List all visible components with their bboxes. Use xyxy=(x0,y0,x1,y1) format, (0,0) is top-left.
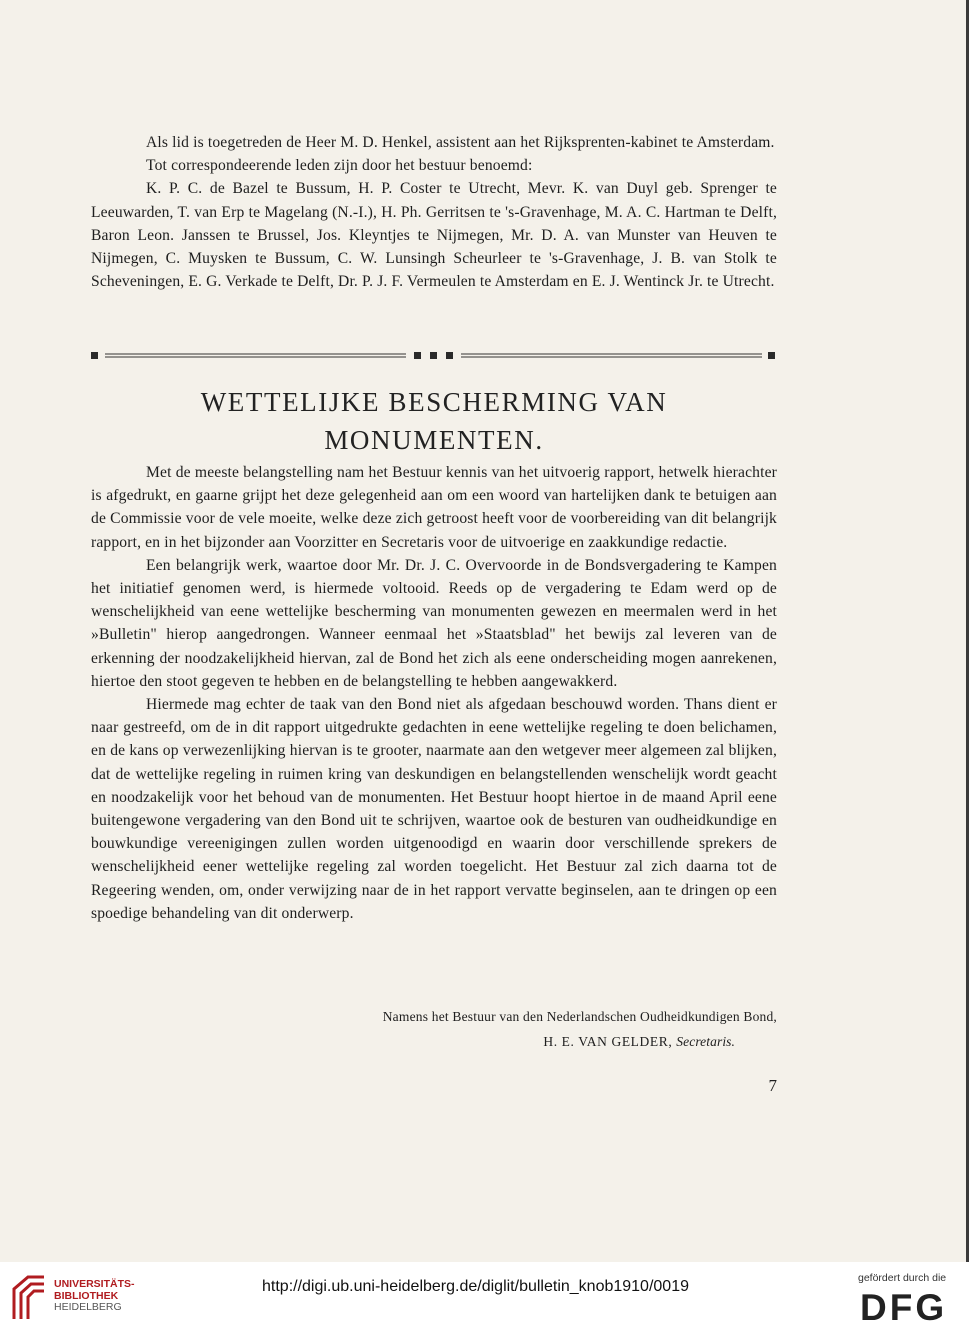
paragraph-report: Met de meeste belangstelling nam het Bestuur kennis van het uitvoerig rapport, hetwelk hierachter is afgedrukt, en gaarne grijpt het deze gelegenheid aan om een woord van hartelijken dank te betuigen aan de Commissie voor de vele moeite, welke deze zich getroost heeft voor de voorbereiding van dit belangrijk rapport, en in het bijzonder aan Voorzitter en Secretaris voor de uitvoerige en zaakkundige redactie. xyxy=(91,464,777,551)
university-library-logo-icon xyxy=(10,1275,48,1321)
paragraph-initiative: Een belangrijk werk, waartoe door Mr. Dr. J. C. Overvoorde in de Bondsvergadering te Kampen het initiatief genomen werd, is hiermede voltooid. Reeds op de vergadering te Edam werd op de wenschelijkheid van eene wettelijke bescherming van monumenten gewezen en meermalen werd in het »Bulletin" hierop aangedrongen. Wanneer eenmaal het »Staatsblad" het bewijs zal leveren van de erkenning der noodzakelijkheid hiervan, zal de Bond het zich als eene onderscheiding mogen aanrekenen, hiertoe den stoot gegeven te hebben en de belangstelling te hebben aangewakkerd. xyxy=(91,556,777,690)
intro-text xyxy=(91,131,777,293)
paragraph-correspondents-intro: Tot correspondeerende leden zijn door het bestuur benoemd: xyxy=(146,157,533,175)
source-url-link[interactable]: http://digi.ub.uni-heidelberg.de/diglit/bulletin_knob1910/0019 xyxy=(262,1278,689,1295)
body-text xyxy=(91,461,777,925)
section-heading xyxy=(91,383,777,459)
funded-by-label: gefördert durch die xyxy=(858,1272,947,1284)
heading-line-2: MONUMENTEN. xyxy=(324,425,544,455)
signature-name-line xyxy=(440,1034,735,1050)
signature-name: H. E. VAN GELDER, xyxy=(543,1034,673,1049)
university-library-name xyxy=(54,1279,135,1314)
paragraph-correspondents-list: K. P. C. de Bazel te Bussum, H. P. Coster te Utrecht, Mevr. K. van Duyl geb. Sprenger te Leeuwarden, T. van Erp te Magelang (N.-I.), H. Ph. Gerritsen te 's-Gravenhage, M. A. C. Hartman te Delft, Baron Leon. Janssen te Brussel, Jos. Kleyntjes te Nijmegen, Mr. D. A. van Munster van Heuven te Nijmegen, C. Muysken te Bussum, C. W. Lunsingh Scheurleer te 's-Gravenhage, J. B. van Stolk te Scheveningen, E. G. Verkade te Delft, Dr. P. J. F. Vermeulen te Amsterdam en E. J. Wentinck Jr. te Utrecht. xyxy=(91,180,777,291)
library-line-1: UNIVERSITÄTS- xyxy=(54,1278,135,1290)
signature-on-behalf: Namens het Bestuur van den Nederlandschen Oudheidkundigen Bond, xyxy=(382,1009,777,1024)
signature-role: Secretaris. xyxy=(676,1034,735,1049)
heading-line-1: WETTELIJKE BESCHERMING VAN xyxy=(200,387,668,417)
footer-bar xyxy=(0,1262,970,1332)
paragraph-new-member: Als lid is toegetreden de Heer M. D. Henkel, assistent aan het Rijksprenten-kabinet te Amsterdam. xyxy=(146,134,775,151)
library-line-3: HEIDELBERG xyxy=(54,1301,122,1313)
library-line-2: BIBLIOTHEK xyxy=(54,1289,119,1302)
paragraph-next-steps: Hiermede mag echter de taak van den Bond niet als afgedaan beschouwd worden. Thans dient er naar gestreefd, om de in dit rapport uitgedrukte gedachten in eene wettelijke regeling te doen belichamen, en de kans op verwezenlijking hiervan is te grooter, naarmate aan den wetgever meer algemeen zal blijken, dat de wettelijke regeling in ruimen kring van deskundigen en belangstellenden wenschelijk wordt geacht en noodzakelijk voor het behoud van de monumenten. Het Bestuur hoopt hiertoe in de maand April eene buitengewone vergadering van den Bond uit te schrijven, waartoe ook de besturen van oudheidkundige en bouwkundige vereenigingen zullen worden uitgenoodigd en waarin door verschillende sprekers de wenschelijkheid eener wettelijke regeling zal worden toegelicht. Het Bestuur zal zich daarna tot de Regeering wenden, om, onder verwijzing naar de in het rapport vervatte beginselen, aan te dringen op een spoedige behandeling van dit onderwerp. xyxy=(91,696,777,922)
dfg-logo: DFG xyxy=(860,1287,948,1328)
page-number: 7 xyxy=(768,1076,777,1095)
ornamental-divider xyxy=(91,349,777,363)
